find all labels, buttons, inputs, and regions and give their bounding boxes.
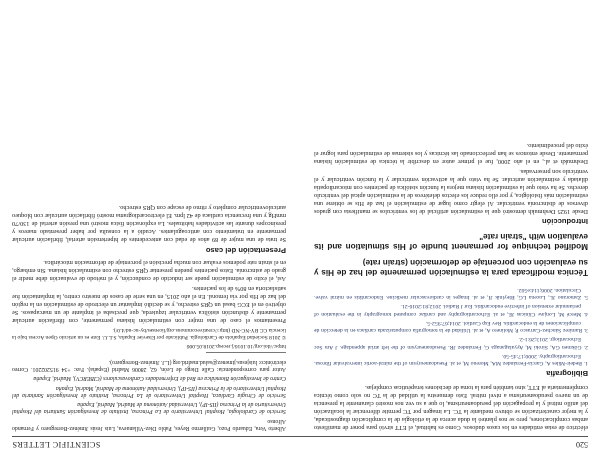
doi-link[interactable]: https://doi.org/10.1016/j.recesp.2018.05.006 bbox=[186, 343, 286, 350]
header-rule bbox=[12, 436, 588, 437]
page-number: 520 bbox=[576, 440, 588, 449]
affiliation: Servicio de Cardiología, Hospital Universitario de La Princesa, Instituto de Investigación Sanitaria del Hospital Universitario de la Princesa (IIS-IP), Universidad Autónoma de Madrid, Madrid, España bbox=[12, 401, 286, 415]
section-header: SCIENTIFIC LETTERS bbox=[12, 440, 101, 449]
divider bbox=[206, 352, 286, 353]
case-paragraph: Se trata de una mujer de 89 años de edad con antecedentes de hipertensión arterial, fibrilación auricular permanente en tratamiento con anticoagulantes. Acudió a la consulta por haber presentado mareos y presíncopes durante las actividades habituales. La exploración física mostró una presión arterial de 130/70 mmHg y una frecuencia cardiaca de 42 lpm. El electrocardiograma mostró fibrilación auricular con bloqueo auriculoventricular completo y ritmo de escape con QRS estrecho. bbox=[12, 204, 286, 244]
introduction-heading: Introducción bbox=[542, 217, 588, 227]
article-title-spanish: Técnica modificada para la estimulación permanente del haz de His y su evaluación con porcentaje de deformación (strain rate) bbox=[314, 258, 588, 278]
body-paragraph: Así, el éxito de estimulación puede ser inducido de conducción, y el método de evaluación debe medir el grado de asincronía. Estos pacientes pueden presentar QRS estrecho con estimulación hisiana. Sin embargo, en el strain rate podemos evaluar con mucha precisión el porcentaje de deformación miocárdica. bbox=[12, 258, 286, 282]
reference-item: 4. Mercé M, Lonjaw Clínicas JE, et al. Echocardiography and cardiac computed tomography in the evaluation of periannular extension of infective endocarditis. Eur J Radiol. 2012;81:2016-21. bbox=[314, 303, 588, 317]
introduction-paragraph-2: Deshmukh et al., en el año 2000, fue el primer autor en describir la técnica de estimulación hisiana permanente. Desde entonces se han perfeccionado las técnicas y los sistemas de estimulación para lograr el éxito del procedimiento. bbox=[314, 141, 588, 165]
bibliography-heading: Bibliografía bbox=[546, 369, 588, 379]
affiliation: Centro de Investigación Biomédica en Red de Enfermedades Cardiovasculares (CIBERCV), Madrid, España bbox=[33, 375, 286, 382]
article-title-english: Modified technique for permanent bundle of His stimulation and its evaluation with "strain rate" bbox=[314, 232, 588, 252]
case-presentation-heading: Presentación del caso bbox=[205, 245, 286, 255]
reference-item: 5. Zamorano JL, Lucena LG, Bleylnik JI, et al. Images in cardiovascular medicine. Endocarditis en mitral valve. Circulation. 2006;114:e502. bbox=[314, 286, 588, 300]
reference-item: 1. Bedeir-Miles A, García-Fernández MA, Moreno M, et al. Pseudoaneurysm of the mitral-aortic intervalvular fibrosa. Echocardiography. 2000;17:45-50. bbox=[314, 353, 588, 367]
correspondence-note: Autor para correspondencia: Calle Diego de León, 62, 28006 Madrid (España). Fax: +34 915202201. Correo electrónico: luisjesus.jimenez@salud.madrid.org (L.J. Jiménez-Borreguero). bbox=[12, 358, 286, 372]
intro-paragraph: eléctrico de estas entidades en los casos dudosos. Como es habitual, el ETT sirvió para poner de manifiesto ambas complicaciones, pero se nos planteó la duda acerca de la etiología de la complicación diagnosticada, y la mejor caracterización se obtuvo mediante la TC. La imagen por TC permite diferenciar la localización del anillo mitral y la propagación del pseudoaneurisma, lo que a su vez nos mostró claramente la presencia de un nuevo pseudoaneurisma a nivel mitral. Esto demuestra la utilidad de la TC no solo como técnica complementaria al ETT, sino también para la toma de decisiones terapéuticas complejas. bbox=[314, 383, 588, 431]
reference-item: 3. Ramírez Sánchez-Carrasco P, Molinero A, et al. Utilidad de la tomografía computarizada cardiaca en la detección de complicaciones de la endocarditis. Rev Esp Cardiol. 2014;67:952-5. bbox=[314, 319, 588, 334]
body-paragraph: Presentamos el caso de una mujer con estimulación hisiana permanente, con fibrilación auricular permanente y disfunción sistólica ventricular izquierda, que precisaba el implante de un marcapasos. Se objetivó en el ECG basal un QRS estrecho, y se decidió implantar un electrodo de estimulación en la región del haz de His por vía femoral. En el año 2015, en una serie de casos de nuestro centro, la implantación fue satisfactoria en 80% de los pacientes. bbox=[12, 284, 286, 325]
right-column bbox=[12, 201, 286, 431]
author-list: Alberto Vera, Eduardo Pozo, Guillermo Reyes, Pablo Díez-Villanueva, Luis Jesús Jiménez-Borreguero y Fernando Alfonso bbox=[12, 417, 286, 431]
reference-item: 2. Gökmen GA, Siroki M, Ayyalaganaga G, Fernández JR. Pseudoaneurysm of the left atrial appendage. J Am Soc Echocardiogr. 2013;26:1-2. bbox=[314, 336, 588, 350]
left-column bbox=[314, 138, 588, 431]
affiliation: Servicio de Cirugía Cardiaca, Hospital Universitario de La Princesa, Instituto de Investigación Sanitaria del Hospital Universitario de la Princesa (IIS-IP), Universidad Autónoma de Madrid, Madrid, España bbox=[12, 384, 286, 398]
introduction-paragraph: Desde 1925 Deshmukh demostró que la estimulación artificial de los ventrículos se manifiesta con grados diversos de disincronía ventricular. Al elegir como lugar de estimulación el haz de His se obtiene una estimulación más fisiológica, y por ello reduce los efectos deletéreos de la estimulación apical del ventrículo derecho. Se ha visto que la estimulación hisiana mejora la función sistólica de pacientes con miocardiopatía dilatada y estimulación auricular. Se ha visto que la activación ventricular y la función ventricular y el ventrículo son preservadas. bbox=[314, 167, 588, 216]
copyright-notice: © 2018 Sociedad Española de Cardiología. Publicado por Elsevier España, S.L.U. Este es un artículo Open Access bajo la licencia CC BY-NC-ND (http://creativecommons.org/licenses/by-nc-nd/4.0/). bbox=[12, 327, 286, 341]
